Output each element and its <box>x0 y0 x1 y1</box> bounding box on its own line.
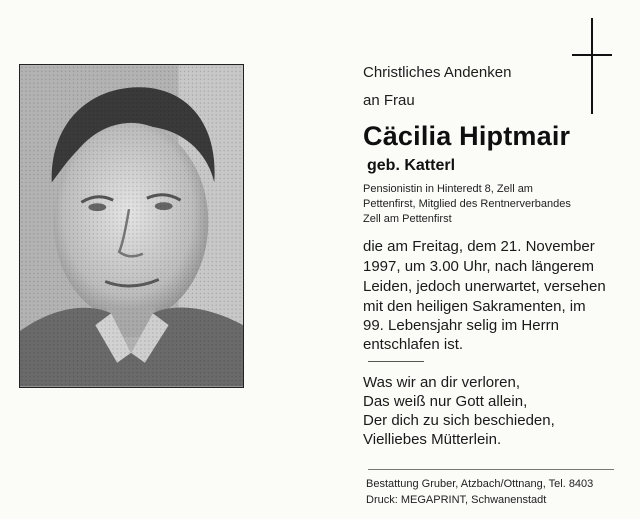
poem-line-3: Der dich zu sich beschieden, <box>363 412 555 429</box>
deceased-name: Cäcilia Hiptmair <box>363 121 571 151</box>
divider-short <box>368 361 424 362</box>
body-line-4: mit den heiligen Sakramenten, im <box>363 298 586 315</box>
poem-line-2: Das weiß nur Gott allein, <box>363 393 528 410</box>
cross-icon <box>572 18 616 114</box>
footer-printer: Druck: MEGAPRINT, Schwanenstadt <box>366 494 547 506</box>
cross-vertical-beam <box>591 18 593 114</box>
body-line-2: 1997, um 3.00 Uhr, nach längerem <box>363 258 594 275</box>
footer-funeral-home: Bestattung Gruber, Atzbach/Ottnang, Tel. 8403 <box>366 478 594 490</box>
maiden-name: geb. Katterl <box>367 157 456 174</box>
details-line-2: Pettenfirst, Mitglied des Rentnerverbandes <box>363 198 571 210</box>
divider-footer <box>368 469 614 470</box>
portrait-photo <box>19 64 244 388</box>
intro-line-2: an Frau <box>363 92 415 109</box>
body-line-3: Leiden, jedoch unerwartet, versehen <box>363 278 606 295</box>
details-line-3: Zell am Pettenfirst <box>363 213 452 225</box>
body-line-1: die am Freitag, dem 21. November <box>363 238 595 255</box>
details-line-1: Pensionistin in Hinteredt 8, Zell am <box>363 183 533 195</box>
intro-line-1: Christliches Andenken <box>363 64 512 81</box>
cross-horizontal-beam <box>572 54 612 56</box>
body-line-5: 99. Lebensjahr selig im Herrn <box>363 317 559 334</box>
body-line-6: entschlafen ist. <box>363 336 464 353</box>
portrait-illustration <box>20 65 243 387</box>
poem-line-1: Was wir an dir verloren, <box>363 374 520 391</box>
poem-line-4: Vielliebes Mütterlein. <box>363 431 502 448</box>
